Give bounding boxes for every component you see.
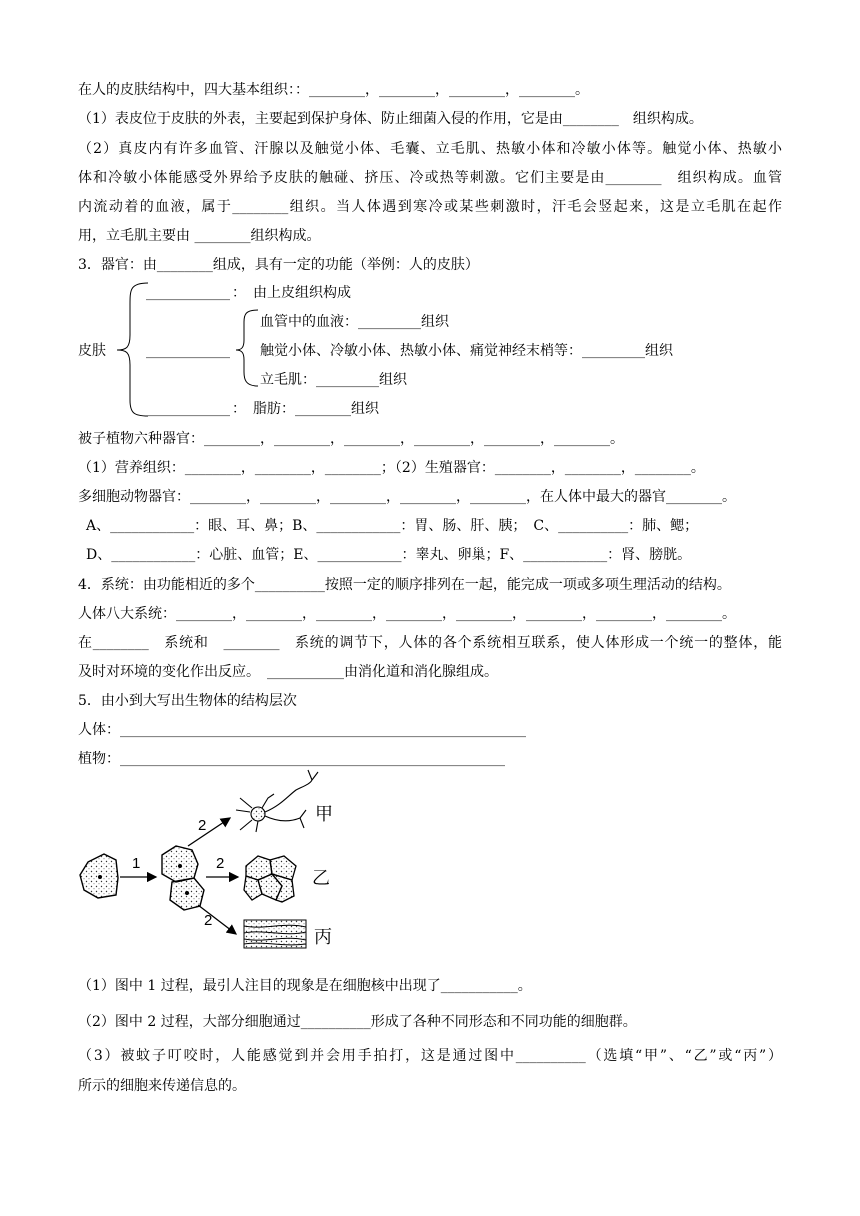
eight-systems: 人体八大系统：________，________，________，________，________，________，________，________。	[78, 606, 736, 622]
epidermis-text: ： 由上皮组织构成	[232, 285, 351, 301]
paragraph-dermis-line-3: 内流动着的血液，属于________组织。当人体遇到寒冷或某些刺激时，汗毛会竖起来，这是立毛肌在起作	[78, 199, 782, 215]
human-levels: 人体：__________________________________________________________	[78, 722, 526, 738]
question-3-line-2: 所示的细胞来传递信息的。	[78, 1078, 246, 1094]
angiosperm-subgroups: （1）营养组织：________，________，________；（2）生殖器官：________，________，________。	[78, 460, 705, 476]
regulation-line-2: 及时对环境的变化作出反应。 ___________由消化道和消化腺组成。	[78, 664, 498, 680]
label-bing: 丙	[314, 927, 332, 947]
arrow-1-label: 1	[132, 855, 141, 872]
section-4-title: 4．系统：由功能相近的多个__________按照一定的顺序排列在一起，能完成一项或多项生理活动的结构。	[78, 577, 731, 593]
svg-text:2: 2	[198, 817, 207, 834]
organ-systems-line-2: D、____________：心脏、血管；E、____________：睾丸、卵巢；F、____________：肾、膀胱。	[86, 547, 692, 563]
plant-levels: 植物：_______________________________________________________	[78, 751, 505, 767]
receptor-item: 触觉小体、冷敏小体、热敏小体、痛觉神经末梢等：_________组织	[260, 343, 673, 359]
organ-systems-line-1: A、____________：眼、耳、鼻；B、____________：胃、肠、肝、胰； C、__________：肺、鳃；	[86, 518, 699, 534]
blood-item: 血管中的血液：_________组织	[260, 314, 449, 330]
paragraph-dermis-line-4: 用，立毛肌主要由 ________组织构成。	[78, 228, 321, 244]
question-1: （1）图中 1 过程，最引人注目的现象是在细胞核中出现了___________。	[78, 978, 532, 994]
nucleus	[98, 875, 102, 879]
intro-line: 在人的皮肤结构中，四大基本组织：：________，________，________，________。	[78, 82, 589, 98]
arrector-item: 立毛肌：_________组织	[260, 372, 407, 388]
subcutis-blank: ____________	[146, 401, 230, 417]
angiosperm-organs: 被子植物六种器官：________，________，________，________，________，________。	[78, 431, 624, 447]
section-3-title: 3．器官：由________组成，具有一定的功能（举例：人的皮肤）	[78, 257, 479, 273]
epidermis-blank: ____________	[146, 285, 230, 301]
paragraph-epidermis: （1）表皮位于皮肤的外表，主要起到保护身体、防止细菌入侵的作用，它是由________ 组织构成。	[78, 111, 703, 127]
regulation-line-1: 在________ 系统和 ________ 系统的调节下，人体的各个系统相互联系，使人体形成一个统一的整体，能	[78, 635, 782, 651]
neuron-cell	[236, 770, 318, 832]
question-2: （2）图中 2 过程，大部分细胞通过__________形成了各种不同形态和不同功能的细胞群。	[78, 1014, 637, 1030]
paragraph-dermis-line-2: 体和冷敏小体能感受外界给予皮肤的触碰、挤压、冷或热等刺激。它们主要是由________ 组织构成。血管	[78, 170, 782, 186]
animal-organs: 多细胞动物器官：________，________，________，________，________，在人体中最大的器官________。	[78, 489, 736, 505]
label-jia: 甲	[315, 804, 333, 824]
label-yi: 乙	[312, 868, 330, 888]
question-3-line-1: （3）被蚊子叮咬时，人能感觉到并会用手拍打，这是通过图中__________（选填“甲”、“乙”或“丙”）	[78, 1048, 782, 1064]
epithelial-cells	[244, 856, 296, 902]
svg-text:2: 2	[204, 912, 213, 929]
dermis-blank: ____________	[146, 343, 230, 359]
muscle-fibers	[244, 920, 306, 948]
paragraph-dermis-line-1: （2）真皮内有许多血管、汗腺以及触觉小体、毛囊、立毛肌、热敏小体和冷敏小体等。触觉小体、热敏小	[78, 141, 782, 157]
fat-text: ： 脂肪：________组织	[232, 401, 379, 417]
skin-label: 皮肤	[78, 343, 106, 359]
svg-text:2: 2	[216, 855, 225, 872]
arrow-2-up	[188, 818, 230, 846]
section-5-title: 5．由小到大写出生物体的结构层次	[78, 693, 297, 709]
